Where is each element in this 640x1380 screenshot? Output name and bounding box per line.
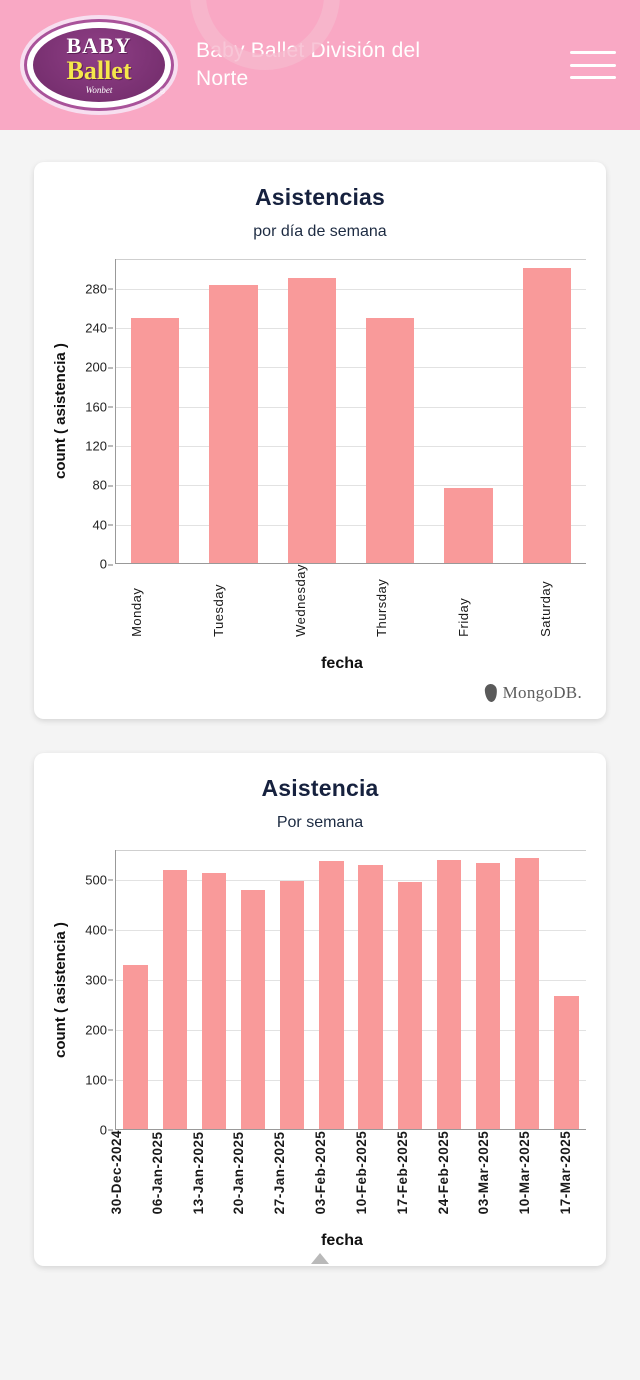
chart-card-asistencia-semana bbox=[34, 753, 606, 1266]
bar[interactable] bbox=[366, 318, 415, 563]
plot-area bbox=[71, 850, 588, 1138]
bar[interactable] bbox=[280, 881, 304, 1129]
bar-slot bbox=[351, 259, 429, 563]
app-header bbox=[0, 0, 640, 130]
y-tick-mark bbox=[108, 564, 113, 565]
chart-subtitle: Por semana bbox=[276, 813, 364, 831]
x-label-slot bbox=[218, 1130, 259, 1220]
hamburger-bar bbox=[570, 51, 616, 54]
y-tick-mark bbox=[108, 328, 113, 329]
bar[interactable] bbox=[515, 858, 539, 1129]
x-tick-label: 03-Feb-2025 bbox=[313, 1130, 329, 1215]
x-axis-labels bbox=[96, 564, 586, 643]
bar-slot bbox=[508, 850, 547, 1129]
bar-slot bbox=[116, 850, 155, 1129]
bar-slot bbox=[194, 850, 233, 1129]
hamburger-bar bbox=[570, 64, 616, 67]
x-tick-label: 27-Jan-2025 bbox=[272, 1131, 288, 1215]
dashboard-content bbox=[0, 130, 640, 1332]
bar[interactable] bbox=[209, 285, 258, 563]
x-label-slot bbox=[178, 1130, 219, 1220]
x-tick-label: 17-Mar-2025 bbox=[558, 1130, 574, 1215]
bar-slot bbox=[429, 850, 468, 1129]
bar-slot bbox=[273, 850, 312, 1129]
x-label-slot bbox=[463, 1130, 504, 1220]
y-tick-mark bbox=[108, 980, 113, 981]
plot-area bbox=[71, 259, 588, 572]
x-label-slot bbox=[382, 1130, 423, 1220]
y-tick-label: 80 bbox=[93, 478, 107, 493]
y-tick-mark bbox=[108, 485, 113, 486]
bar[interactable] bbox=[444, 488, 493, 563]
x-tick-label: Tuesday bbox=[211, 584, 226, 637]
bar-slot bbox=[547, 850, 586, 1129]
x-label-slot bbox=[341, 1130, 382, 1220]
x-label-slot bbox=[259, 564, 341, 643]
y-tick-mark bbox=[108, 880, 113, 881]
x-tick-label: 10-Feb-2025 bbox=[353, 1130, 369, 1215]
bar[interactable] bbox=[288, 278, 337, 563]
hamburger-menu-icon[interactable] bbox=[570, 48, 616, 82]
y-axis-ticks bbox=[71, 850, 113, 1138]
logo-line-baby: BABY bbox=[66, 33, 132, 59]
bar-slot bbox=[351, 850, 390, 1129]
logo-inner bbox=[31, 26, 167, 104]
chart-subtitle: por día de semana bbox=[253, 223, 387, 240]
logo-line-ballet: Ballet bbox=[66, 56, 132, 86]
mongodb-leaf-icon bbox=[484, 684, 497, 703]
chart-weekday bbox=[52, 259, 588, 673]
bar-slot bbox=[312, 850, 351, 1129]
chart-title: Asistencias bbox=[254, 184, 386, 210]
bar[interactable] bbox=[202, 873, 226, 1129]
y-tick-mark bbox=[108, 930, 113, 931]
y-tick-mark bbox=[108, 367, 113, 368]
bar[interactable] bbox=[358, 865, 382, 1129]
bar[interactable] bbox=[123, 965, 147, 1129]
bar[interactable] bbox=[476, 863, 500, 1129]
x-label-slot bbox=[545, 1130, 586, 1220]
x-label-slot bbox=[178, 564, 260, 643]
x-label-slot bbox=[137, 1130, 178, 1220]
x-label-slot bbox=[96, 1130, 137, 1220]
bar[interactable] bbox=[163, 870, 187, 1129]
x-tick-label: 10-Mar-2025 bbox=[517, 1130, 533, 1215]
x-tick-label: 20-Jan-2025 bbox=[231, 1131, 247, 1215]
x-tick-label: 24-Feb-2025 bbox=[435, 1130, 451, 1215]
y-tick-label: 200 bbox=[85, 1022, 107, 1037]
bar-slot bbox=[194, 259, 272, 563]
x-tick-label: Saturday bbox=[537, 580, 553, 637]
y-tick-mark bbox=[108, 525, 113, 526]
bar-slot bbox=[116, 259, 194, 563]
bar-slot bbox=[273, 259, 351, 563]
y-tick-label: 400 bbox=[85, 922, 107, 937]
bar-slot bbox=[429, 259, 507, 563]
y-tick-label: 100 bbox=[85, 1072, 107, 1087]
y-tick-label: 0 bbox=[100, 557, 107, 572]
x-tick-label: Monday bbox=[129, 587, 145, 637]
x-tick-label: Friday bbox=[456, 597, 472, 637]
bar-series bbox=[116, 850, 586, 1129]
x-tick-label: 03-Mar-2025 bbox=[476, 1130, 492, 1215]
y-tick-label: 500 bbox=[85, 872, 107, 887]
bar-slot bbox=[234, 850, 273, 1129]
x-label-slot bbox=[423, 1130, 464, 1220]
bar[interactable] bbox=[131, 318, 180, 563]
y-axis-ticks bbox=[71, 259, 113, 572]
x-label-slot bbox=[341, 564, 423, 643]
y-tick-label: 240 bbox=[85, 320, 107, 335]
x-label-slot bbox=[259, 1130, 300, 1220]
x-tick-label: 13-Jan-2025 bbox=[190, 1131, 206, 1215]
logo-line-sub: Wonbet bbox=[85, 84, 113, 95]
bar[interactable] bbox=[554, 996, 578, 1129]
bar-slot bbox=[508, 259, 586, 563]
x-axis-labels bbox=[96, 1130, 586, 1220]
bar-slot bbox=[469, 850, 508, 1129]
y-tick-mark bbox=[108, 407, 113, 408]
bar[interactable] bbox=[241, 890, 265, 1129]
mongodb-brand bbox=[52, 683, 588, 703]
y-tick-label: 40 bbox=[93, 517, 107, 532]
bar-slot bbox=[390, 850, 429, 1129]
x-tick-label: 30-Dec-2024 bbox=[108, 1129, 124, 1215]
x-label-slot bbox=[504, 564, 586, 643]
bar[interactable] bbox=[398, 882, 422, 1129]
y-axis-title: count ( asistencia ) bbox=[52, 921, 69, 1058]
bar[interactable] bbox=[319, 861, 343, 1129]
y-tick-label: 120 bbox=[85, 438, 107, 453]
logo-trademark: ® bbox=[159, 89, 165, 96]
mongodb-brand-label: MongoDB. bbox=[502, 682, 582, 702]
x-tick-label: Wednesday bbox=[292, 564, 308, 637]
plot-grid bbox=[115, 850, 586, 1130]
scroll-indicator-icon bbox=[311, 1253, 329, 1264]
y-tick-mark bbox=[108, 1080, 113, 1081]
plot-grid bbox=[115, 259, 586, 564]
x-tick-label: 06-Jan-2025 bbox=[149, 1131, 165, 1215]
x-label-slot bbox=[300, 1130, 341, 1220]
y-tick-label: 200 bbox=[85, 360, 107, 375]
chart-card-asistencias bbox=[34, 162, 606, 719]
y-tick-label: 300 bbox=[85, 972, 107, 987]
x-tick-label: 17-Feb-2025 bbox=[394, 1130, 410, 1215]
bar-slot bbox=[155, 850, 194, 1129]
y-tick-label: 160 bbox=[85, 399, 107, 414]
x-label-slot bbox=[423, 564, 505, 643]
x-tick-label: Thursday bbox=[374, 578, 390, 637]
y-tick-label: 280 bbox=[85, 281, 107, 296]
bar[interactable] bbox=[523, 268, 572, 563]
hamburger-bar bbox=[570, 76, 616, 79]
bar[interactable] bbox=[437, 860, 461, 1129]
x-label-slot bbox=[504, 1130, 545, 1220]
baby-ballet-logo bbox=[24, 19, 174, 111]
x-axis-title: fecha bbox=[321, 654, 363, 672]
x-axis-title: fecha bbox=[321, 1232, 363, 1250]
y-axis-title: count ( asistencia ) bbox=[52, 343, 69, 480]
y-tick-mark bbox=[108, 289, 113, 290]
bar-series bbox=[116, 259, 586, 563]
x-label-slot bbox=[96, 564, 178, 643]
y-tick-label: 0 bbox=[100, 1122, 107, 1137]
chart-title: Asistencia bbox=[261, 774, 379, 801]
y-tick-mark bbox=[108, 446, 113, 447]
chart-weekly bbox=[52, 850, 588, 1250]
page-title: Baby Ballet División del Norte bbox=[196, 39, 421, 90]
y-tick-mark bbox=[108, 1030, 113, 1031]
